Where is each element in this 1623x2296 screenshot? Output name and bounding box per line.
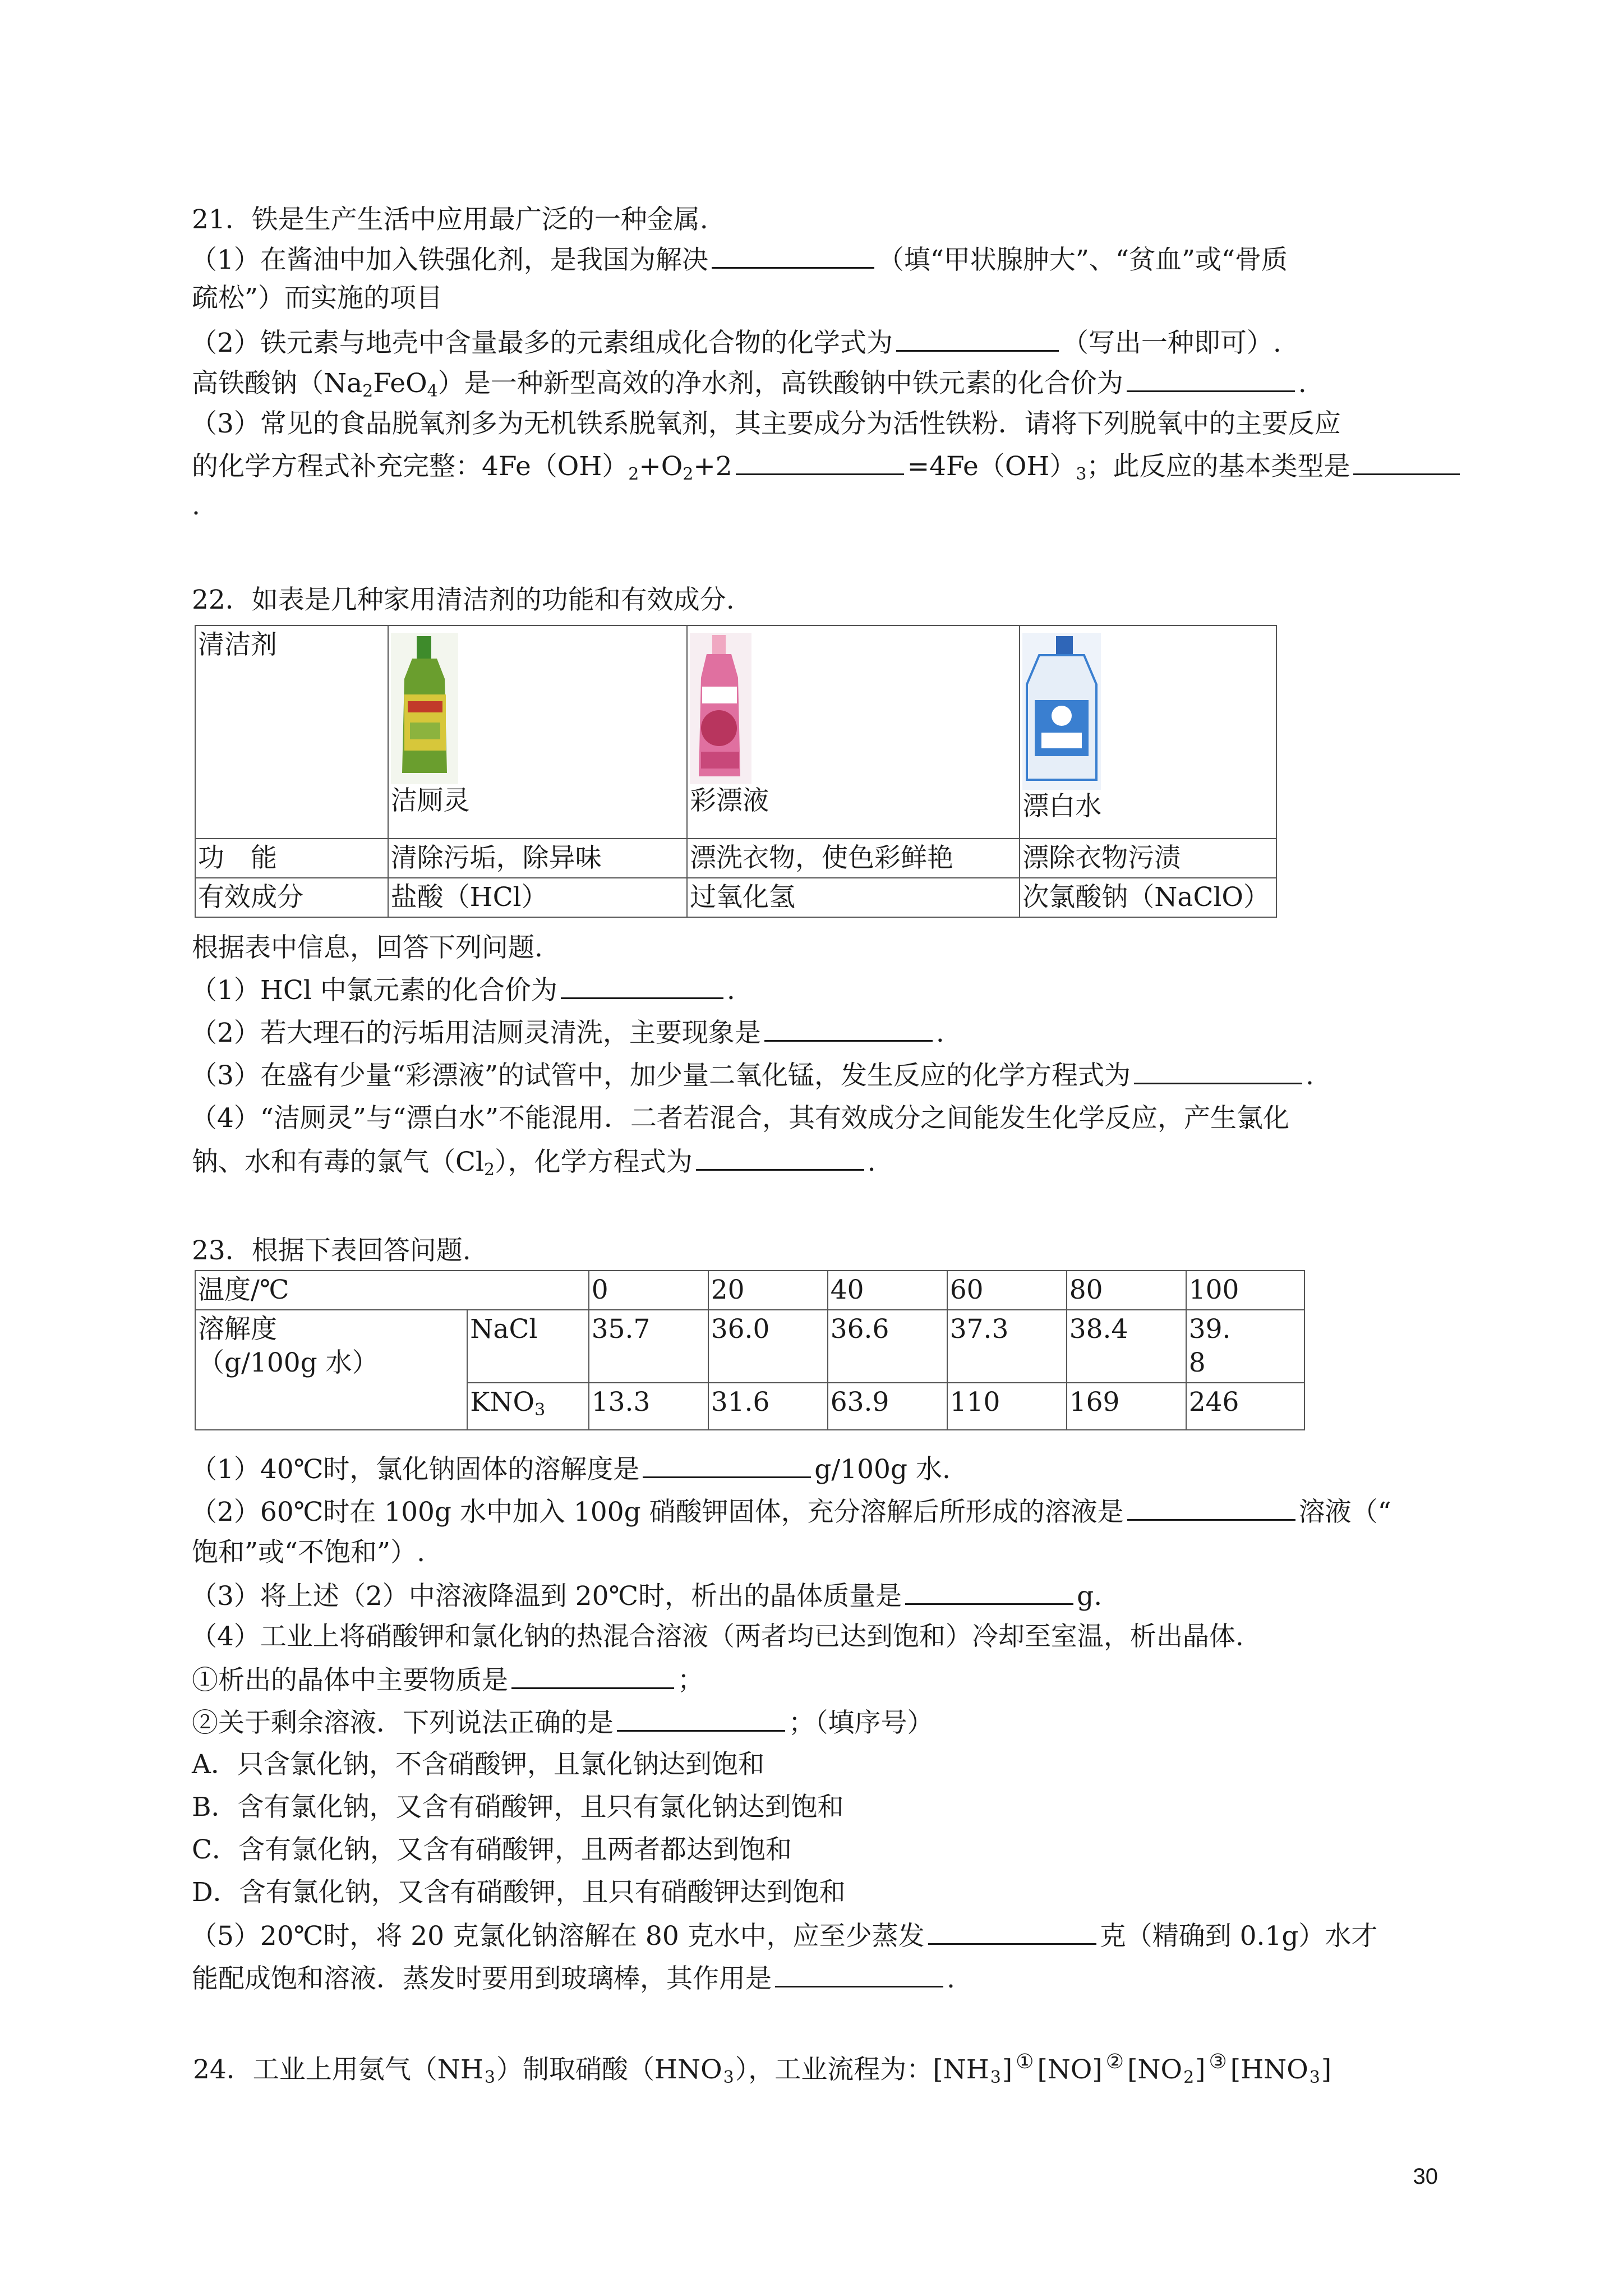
answer-blank[interactable] [1127, 366, 1295, 392]
temp-cell: 0 [589, 1271, 708, 1310]
q22-part1: （1）HCl 中氯元素的化合价为 . [191, 973, 735, 1007]
q23-title: 23．根据下表回答问题. [192, 1235, 471, 1266]
option-c: C．含有氯化钠，又含有硝酸钾，且两者都达到饱和 [192, 1834, 792, 1865]
function-cell: 漂除衣物污渍 [1020, 839, 1276, 878]
answer-blank[interactable] [617, 1705, 785, 1732]
answer-blank[interactable] [561, 973, 723, 999]
kno3-cell: 169 [1067, 1383, 1186, 1430]
kno3-cell: 110 [947, 1383, 1067, 1430]
q23-part5-line2: 能配成饱和溶液．蒸发时要用到玻璃棒，其作用是 . [192, 1961, 955, 1996]
q21-part2-line1: （2）铁元素与地壳中含量最多的元素组成化合物的化学式为 （写出一种即可）. [191, 325, 1281, 360]
answer-blank[interactable] [696, 1144, 864, 1171]
q23-part2-line2: 饱和”或“不饱和”）. [192, 1537, 426, 1568]
q21-part3-line1: （3）常见的食品脱氧剂多为无机铁系脱氧剂，其主要成分为活性铁粉．请将下列脱氧中的主要反应 [191, 408, 1341, 439]
answer-blank[interactable] [736, 449, 904, 475]
header-cleaner: 清洁剂 [195, 625, 388, 839]
q21-part1-line2: 疏松”）而实施的项目 [192, 283, 443, 314]
q22-intro: 根据表中信息，回答下列问题. [192, 932, 543, 963]
answer-blank[interactable] [511, 1663, 674, 1689]
ingredient-cell: 盐酸（HCl） [388, 878, 687, 917]
temp-label: 温度/℃ [195, 1271, 589, 1310]
answer-blank[interactable] [775, 1961, 943, 1987]
toilet-cleaner-bottle-icon [391, 633, 458, 784]
q21-part3-end: . [192, 490, 200, 521]
q23-part2-line1: （2）60℃时在 100g 水中加入 100g 硝酸钾固体，充分溶解后所形成的溶液是 溶液（“ [191, 1494, 1391, 1529]
answer-blank[interactable] [712, 242, 874, 269]
page-number: 30 [1413, 2164, 1438, 2189]
ingredient-cell: 次氯酸钠（NaClO） [1020, 878, 1276, 917]
q21-part3-line2: 的化学方程式补充完整：$4Fe(OH)_2+O_2+2 =4Fe(OH)_3$；此反应的基本类型是 [192, 449, 1463, 491]
nacl-cell: 35.7 [589, 1310, 708, 1383]
q23-part5-line1: （5）20℃时，将 20 克氯化钠溶解在 80 克水中，应至少蒸发 克（精确到 0.1g）水才 [191, 1918, 1377, 1953]
nacl-cell: 36.6 [828, 1310, 947, 1383]
q22-part4-line1: （4）“洁厕灵”与“漂白水”不能混用．二者若混合，其有效成分之间能发生化学反应，产生氯化 [191, 1103, 1290, 1134]
step-arrow-icon: ② [1105, 2050, 1124, 2073]
product-name: 洁厕灵 [390, 785, 470, 816]
product-name: 漂白水 [1022, 791, 1102, 822]
solubility-label: 溶解度 （g/100g 水） [195, 1310, 467, 1430]
solubility-table [195, 1270, 1305, 1430]
q23-part4-sub1: ①析出的晶体中主要物质是 ； [192, 1663, 704, 1697]
option-a: A．只含氯化钠，不含硝酸钾，且氯化钠达到饱和 [192, 1749, 764, 1780]
function-cell: 清除污垢，除异味 [388, 839, 687, 878]
q22-part2: （2）若大理石的污垢用洁厕灵清洗，主要现象是 . [191, 1015, 944, 1050]
answer-blank[interactable] [905, 1579, 1073, 1605]
kno3-cell: 31.6 [708, 1383, 828, 1430]
temp-cell: 20 [708, 1271, 828, 1310]
q23-part4: （4）工业上将硝酸钾和氯化钠的热混合溶液（两者均已达到饱和）冷却至室温，析出晶体. [191, 1621, 1244, 1652]
bleach-bottle-icon [1022, 633, 1101, 790]
option-d: D．含有氯化钠，又含有硝酸钾，且只有硝酸钾达到饱和 [192, 1877, 846, 1908]
kno3-cell: 246 [1186, 1383, 1304, 1430]
step-arrow-icon: ③ [1209, 2050, 1227, 2073]
temp-cell: 100 [1186, 1271, 1304, 1310]
kno3-cell: 63.9 [828, 1383, 947, 1430]
answer-blank[interactable] [764, 1015, 933, 1042]
kno3-cell: 13.3 [589, 1383, 708, 1430]
q21-part1-line1: （1）在酱油中加入铁强化剂，是我国为解决 （填“甲状腺肿大”、“贫血”或“骨质 [191, 242, 1288, 277]
ingredient-cell: 过氧化氢 [687, 878, 1020, 917]
temp-cell: 60 [947, 1271, 1067, 1310]
product-cell [1020, 625, 1276, 839]
q22-part3: （3）在盛有少量“彩漂液”的试管中，加少量二氧化锰，发生反应的化学方程式为 . [191, 1058, 1314, 1093]
q23-part3: （3）将上述（2）中溶液降温到 20℃时，析出的晶体质量是 g. [191, 1579, 1102, 1613]
answer-blank[interactable] [1134, 1058, 1302, 1084]
q23-part1: （1）40℃时，氯化钠固体的溶解度是 g/100g 水. [191, 1452, 951, 1487]
nacl-cell: 36.0 [708, 1310, 828, 1383]
q21-part2-line2: 高铁酸钠$(Na_2FeO_4)$是一种新型高效的净水剂，高铁酸钠中铁元素的化合价为 . [192, 366, 1307, 408]
kno3-label: $KNO_3$ [467, 1383, 588, 1430]
answer-blank[interactable] [1353, 449, 1460, 475]
product-name: 彩漂液 [690, 785, 769, 816]
function-cell: 漂洗衣物，使色彩鲜艳 [687, 839, 1020, 878]
step-arrow-icon: ① [1016, 2050, 1034, 2073]
answer-blank[interactable] [1127, 1494, 1295, 1521]
q24-line: 24．工业上用氨气$(NH_3)$制取硝酸$(HNO_3)$，工业流程为：$[NH_3]$ ① [NO] ② $[NO_2]$ ③ $[HNO_3]$ [193, 2050, 1332, 2087]
temp-cell: 40 [828, 1271, 947, 1310]
q21-title: 21．铁是生产生活中应用最广泛的一种金属. [192, 204, 708, 235]
product-cell [687, 625, 1020, 839]
answer-blank[interactable] [928, 1918, 1096, 1945]
q22-part4-line2: 钠、水和有毒的氯气$(Cl_2)$，化学方程式为 . [192, 1144, 876, 1187]
cleaner-table [195, 625, 1277, 918]
product-cell [388, 625, 687, 839]
header-ingredient: 有效成分 [195, 878, 388, 917]
q23-part4-sub2: ②关于剩余溶液．下列说法正确的是 ；（填序号） [192, 1705, 934, 1740]
color-bleach-bottle-icon [690, 633, 751, 784]
option-b: B．含有氯化钠，又含有硝酸钾，且只有氯化钠达到饱和 [192, 1792, 844, 1823]
answer-blank[interactable] [643, 1452, 811, 1478]
q22-title: 22．如表是几种家用清洁剂的功能和有效成分. [192, 585, 735, 615]
nacl-cell: 38.4 [1067, 1310, 1186, 1383]
nacl-cell: 37.3 [947, 1310, 1067, 1383]
nacl-label: NaCl [467, 1310, 588, 1383]
header-function: 功 能 [195, 839, 388, 878]
temp-cell: 80 [1067, 1271, 1186, 1310]
nacl-cell-last: 39. 8 [1186, 1310, 1304, 1383]
answer-blank[interactable] [896, 325, 1059, 352]
